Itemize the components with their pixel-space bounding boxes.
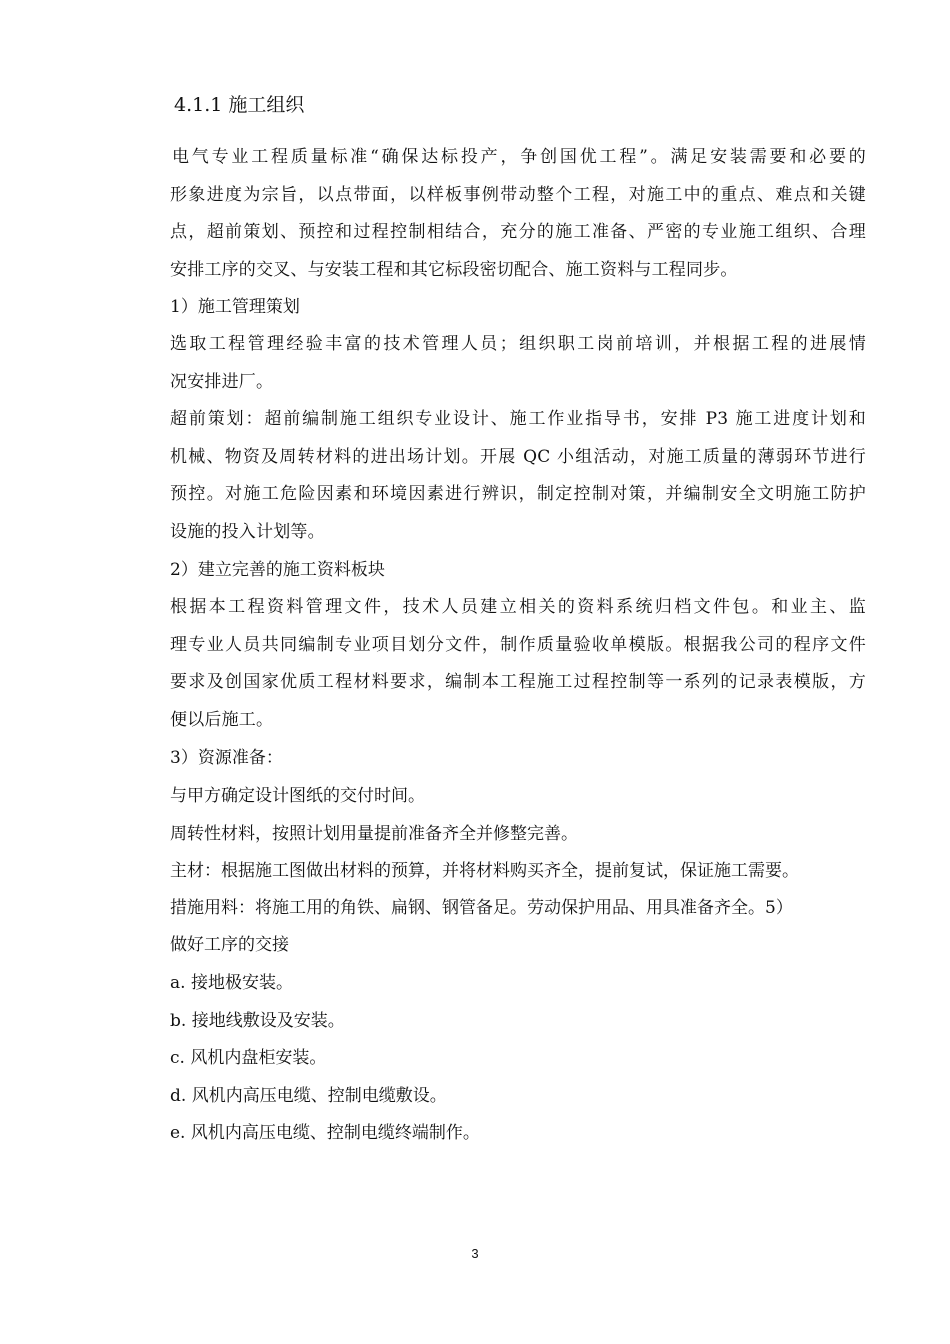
page-number: 3	[471, 1246, 479, 1261]
text-line: 便以后施工。	[170, 709, 274, 730]
section-heading: 4.1.1 施工组织	[174, 94, 305, 116]
text-line: 预控。对施工危险因素和环境因素进行辨识，制定控制对策，并编制安全文明施工防护	[170, 484, 866, 504]
s1-paragraph-2	[170, 401, 866, 551]
resource-item: 周转性材料，按照计划用量提前准备齐全并修整完善。	[170, 824, 578, 844]
text-line: 选取工程管理经验丰富的技术管理人员；组织职工岗前培训，并根据工程的进展情	[170, 334, 866, 354]
list-item: e. 风机内高压电缆、控制电缆终端制作。	[170, 1123, 480, 1143]
s1-paragraph-1	[170, 326, 866, 401]
list-item: b. 接地线敷设及安装。	[170, 1011, 345, 1031]
intro-paragraph	[170, 139, 866, 289]
text-line: 机械、物资及周转材料的进出场计划。开展 QC 小组活动，对施工质量的薄弱环节进行	[170, 446, 866, 467]
text-line: 况安排进厂。	[170, 371, 274, 392]
text-line: 点，超前策划、预控和过程控制相结合，充分的施工准备、严密的专业施工组织、合理	[170, 222, 866, 242]
resource-item: 措施用料：将施工用的角铁、扁钢、钢管备足。劳动保护用品、用具准备齐全。5）	[170, 898, 793, 918]
list-item: a. 接地极安装。	[170, 973, 293, 993]
resource-item: 做好工序的交接	[170, 935, 289, 955]
subsection-title-3: 3）资源准备：	[170, 748, 283, 768]
text-line: 根据本工程资料管理文件，技术人员建立相关的资料系统归档文件包。和业主、监	[170, 597, 866, 617]
text-line: 形象进度为宗旨，以点带面，以样板事例带动整个工程，对施工中的重点、难点和关键	[170, 184, 866, 205]
s2-paragraph	[170, 589, 866, 739]
subsection-title-1: 1）施工管理策划	[170, 297, 300, 317]
list-item: c. 风机内盘柜安装。	[170, 1048, 327, 1068]
subsection-title-2: 2）建立完善的施工资料板块	[170, 560, 385, 580]
text-line: 电气专业工程质量标准“确保达标投产，争创国优工程”。满足安装需要和必要的	[172, 147, 866, 167]
text-line: 理专业人员共同编制专业项目划分文件，制作质量验收单模版。根据我公司的程序文件	[170, 634, 866, 655]
text-line: 安排工序的交叉、与安装工程和其它标段密切配合、施工资料与工程同步。	[170, 259, 738, 280]
text-line: 超前策划：超前编制施工组织专业设计、施工作业指导书，安排 P3 施工进度计划和	[170, 409, 866, 429]
text-line: 要求及创国家优质工程材料要求，编制本工程施工过程控制等一系列的记录表模版，方	[170, 672, 866, 692]
text-line: 设施的投入计划等。	[170, 521, 325, 542]
list-item: d. 风机内高压电缆、控制电缆敷设。	[170, 1086, 447, 1106]
resource-item: 与甲方确定设计图纸的交付时间。	[170, 786, 425, 806]
resource-item: 主材：根据施工图做出材料的预算，并将材料购买齐全，提前复试，保证施工需要。	[170, 861, 799, 881]
